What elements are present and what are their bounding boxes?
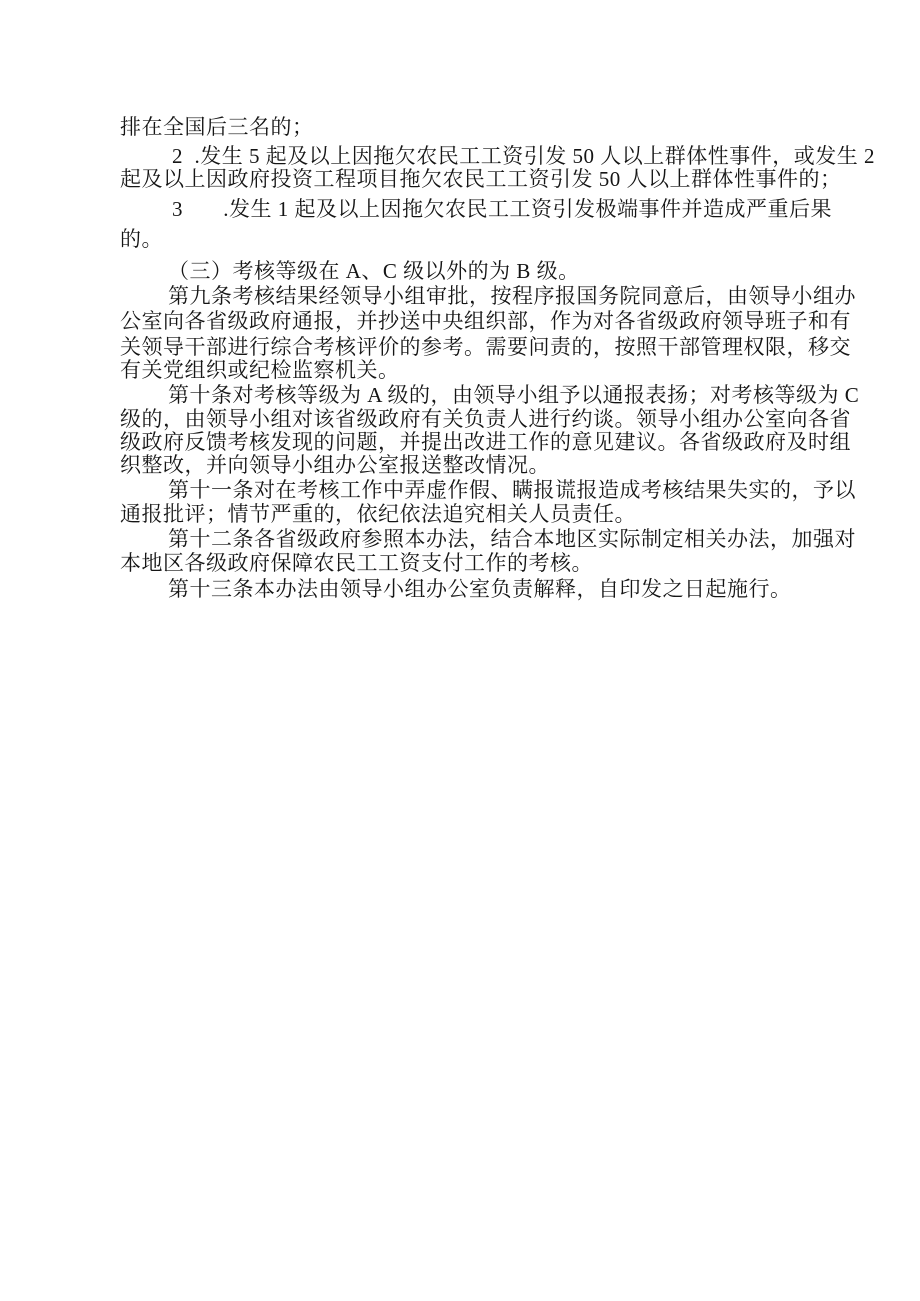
document-text-line: 第十三条本办法由领导小组办公室负责解释，自印发之日起施行。 [168, 577, 792, 601]
document-text-line: 第九条考核结果经领导小组审批，按程序报国务院同意后，由领导小组办 [168, 284, 856, 308]
document-text-line: 通报批评；情节严重的，依纪依法追究相关人员责任。 [120, 502, 636, 526]
document-text-line: 2 .发生 5 起及以上因拖欠农民工工资引发 50 人以上群体性事件，或发生 2 [172, 144, 875, 168]
document-text-line: （三）考核等级在 A、C 级以外的为 B 级。 [168, 259, 580, 283]
document-text-line: 关领导干部进行综合考核评价的参考。需要问责的，按照干部管理权限，移交 [120, 335, 851, 359]
document-text-line: 级政府反馈考核发现的问题，并提出改进工作的意见建议。各省级政府及时组 [120, 430, 851, 454]
document-text-line: 第十一条对在考核工作中弄虚作假、瞒报谎报造成考核结果失实的，予以 [168, 478, 856, 502]
document-text-line: 本地区各级政府保障农民工工资支付工作的考核。 [120, 551, 593, 575]
document-text-line: 织整改，并向领导小组办公室报送整改情况。 [120, 453, 550, 477]
document-text-line: 级的，由领导小组对该省级政府有关负责人进行约谈。领导小组办公室向各省 [120, 407, 851, 431]
document-text-line: 第十二条各省级政府参照本办法，结合本地区实际制定相关办法，加强对 [168, 527, 856, 551]
document-text-line: 有关党组织或纪检监察机关。 [120, 358, 400, 382]
document-text-line: 起及以上因政府投资工程项目拖欠农民工工资引发 50 人以上群体性事件的； [120, 167, 842, 191]
document-text-line: 的。 [120, 227, 163, 251]
document-text-line: 公室向各省级政府通报，并抄送中央组织部，作为对各省级政府领导班子和有 [120, 309, 851, 333]
document-text-line: 第十条对考核等级为 A 级的，由领导小组予以通报表扬；对考核等级为 C [168, 383, 860, 407]
document-text-line: 排在全国后三名的； [120, 115, 314, 139]
document-text-line: 3 .发生 1 起及以上因拖欠农民工工资引发极端事件并造成严重后果 [172, 197, 832, 221]
